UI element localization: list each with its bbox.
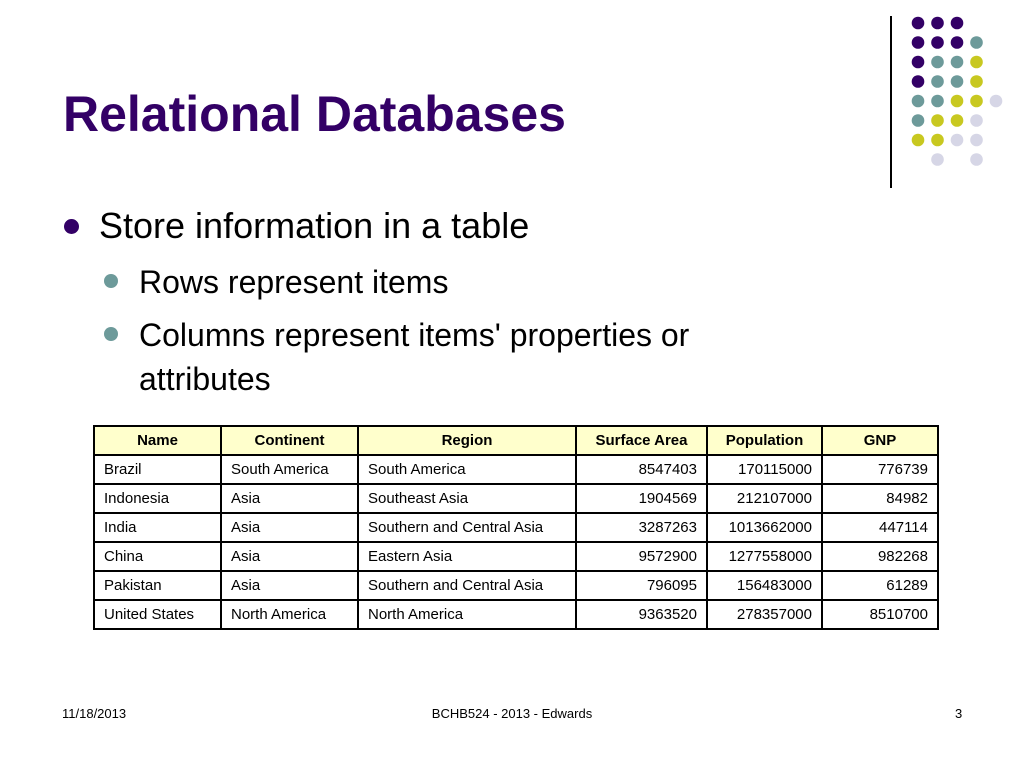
cell-continent: Asia bbox=[221, 542, 358, 571]
decorative-dot bbox=[951, 114, 964, 127]
cell-gnp: 84982 bbox=[822, 484, 938, 513]
decorative-dot bbox=[931, 114, 944, 127]
cell-continent: Asia bbox=[221, 513, 358, 542]
decorative-dot bbox=[912, 56, 925, 69]
decorative-dot bbox=[912, 134, 925, 147]
decorative-dot bbox=[970, 134, 983, 147]
cell-population: 1277558000 bbox=[707, 542, 822, 571]
table-row bbox=[94, 455, 938, 484]
cell-surface-area: 8547403 bbox=[576, 455, 707, 484]
decorative-dot bbox=[931, 36, 944, 49]
decorative-dot bbox=[931, 75, 944, 88]
decorative-dot bbox=[970, 114, 983, 127]
decorative-dot bbox=[951, 17, 964, 30]
decorative-dot bbox=[912, 36, 925, 49]
cell-region: Southeast Asia bbox=[358, 484, 576, 513]
cell-name: China bbox=[94, 542, 221, 571]
footer-date: 11/18/2013 bbox=[62, 706, 127, 721]
decorative-dot bbox=[970, 36, 983, 49]
decorative-dot bbox=[912, 75, 925, 88]
decorative-dot-grid bbox=[0, 0, 1024, 200]
decorative-dot bbox=[970, 95, 983, 108]
cell-population: 156483000 bbox=[707, 571, 822, 600]
decorative-dot bbox=[990, 95, 1003, 108]
cell-gnp: 447114 bbox=[822, 513, 938, 542]
country-table bbox=[93, 425, 939, 630]
cell-name: Indonesia bbox=[94, 484, 221, 513]
cell-gnp: 61289 bbox=[822, 571, 938, 600]
decorative-dot bbox=[951, 75, 964, 88]
table-header-row bbox=[94, 426, 938, 455]
decorative-dot bbox=[931, 95, 944, 108]
decorative-dot bbox=[912, 114, 925, 127]
column-header-surface-area: Surface Area bbox=[576, 426, 707, 455]
decorative-dot bbox=[951, 36, 964, 49]
cell-gnp: 776739 bbox=[822, 455, 938, 484]
cell-continent: Asia bbox=[221, 571, 358, 600]
sub-bullet-dot-icon bbox=[104, 274, 118, 288]
column-header-population: Population bbox=[707, 426, 822, 455]
slide-title: Relational Databases bbox=[63, 86, 566, 142]
cell-continent: South America bbox=[221, 455, 358, 484]
table-row bbox=[94, 542, 938, 571]
table-row bbox=[94, 571, 938, 600]
decorative-dot bbox=[931, 134, 944, 147]
decorative-dot bbox=[912, 95, 925, 108]
cell-gnp: 8510700 bbox=[822, 600, 938, 629]
cell-continent: Asia bbox=[221, 484, 358, 513]
sub-bullet-text: Rows represent items bbox=[139, 264, 449, 300]
cell-surface-area: 1904569 bbox=[576, 484, 707, 513]
cell-name: India bbox=[94, 513, 221, 542]
column-header-continent: Continent bbox=[221, 426, 358, 455]
decorative-dot bbox=[951, 56, 964, 69]
column-header-name: Name bbox=[94, 426, 221, 455]
cell-surface-area: 9572900 bbox=[576, 542, 707, 571]
decorative-dot bbox=[931, 56, 944, 69]
decorative-dot bbox=[970, 75, 983, 88]
column-header-gnp: GNP bbox=[822, 426, 938, 455]
decorative-divider bbox=[890, 16, 892, 188]
decorative-dot bbox=[970, 153, 983, 166]
cell-region: Eastern Asia bbox=[358, 542, 576, 571]
cell-population: 170115000 bbox=[707, 455, 822, 484]
cell-region: South America bbox=[358, 455, 576, 484]
sub-bullet-text: Columns represent items' properties or attributes bbox=[139, 317, 690, 397]
cell-name: United States bbox=[94, 600, 221, 629]
cell-name: Pakistan bbox=[94, 571, 221, 600]
decorative-dot bbox=[951, 95, 964, 108]
cell-surface-area: 9363520 bbox=[576, 600, 707, 629]
decorative-dot bbox=[951, 134, 964, 147]
bullet-text: Store information in a table bbox=[99, 205, 530, 246]
table-row bbox=[94, 484, 938, 513]
column-header-region: Region bbox=[358, 426, 576, 455]
cell-continent: North America bbox=[221, 600, 358, 629]
decorative-dot bbox=[931, 17, 944, 30]
decorative-dot bbox=[912, 17, 925, 30]
cell-surface-area: 796095 bbox=[576, 571, 707, 600]
cell-region: Southern and Central Asia bbox=[358, 571, 576, 600]
cell-surface-area: 3287263 bbox=[576, 513, 707, 542]
cell-region: North America bbox=[358, 600, 576, 629]
sub-bullet-dot-icon bbox=[104, 327, 118, 341]
cell-name: Brazil bbox=[94, 455, 221, 484]
cell-population: 278357000 bbox=[707, 600, 822, 629]
table-row bbox=[94, 513, 938, 542]
footer-page-number: 3 bbox=[955, 706, 963, 721]
bullet-dot-icon bbox=[64, 219, 79, 234]
table-row bbox=[94, 600, 938, 629]
cell-population: 1013662000 bbox=[707, 513, 822, 542]
decorative-dot bbox=[931, 153, 944, 166]
decorative-dot bbox=[970, 56, 983, 69]
cell-population: 212107000 bbox=[707, 484, 822, 513]
cell-gnp: 982268 bbox=[822, 542, 938, 571]
footer-course: BCHB524 - 2013 - Edwards bbox=[431, 706, 593, 721]
cell-region: Southern and Central Asia bbox=[358, 513, 576, 542]
